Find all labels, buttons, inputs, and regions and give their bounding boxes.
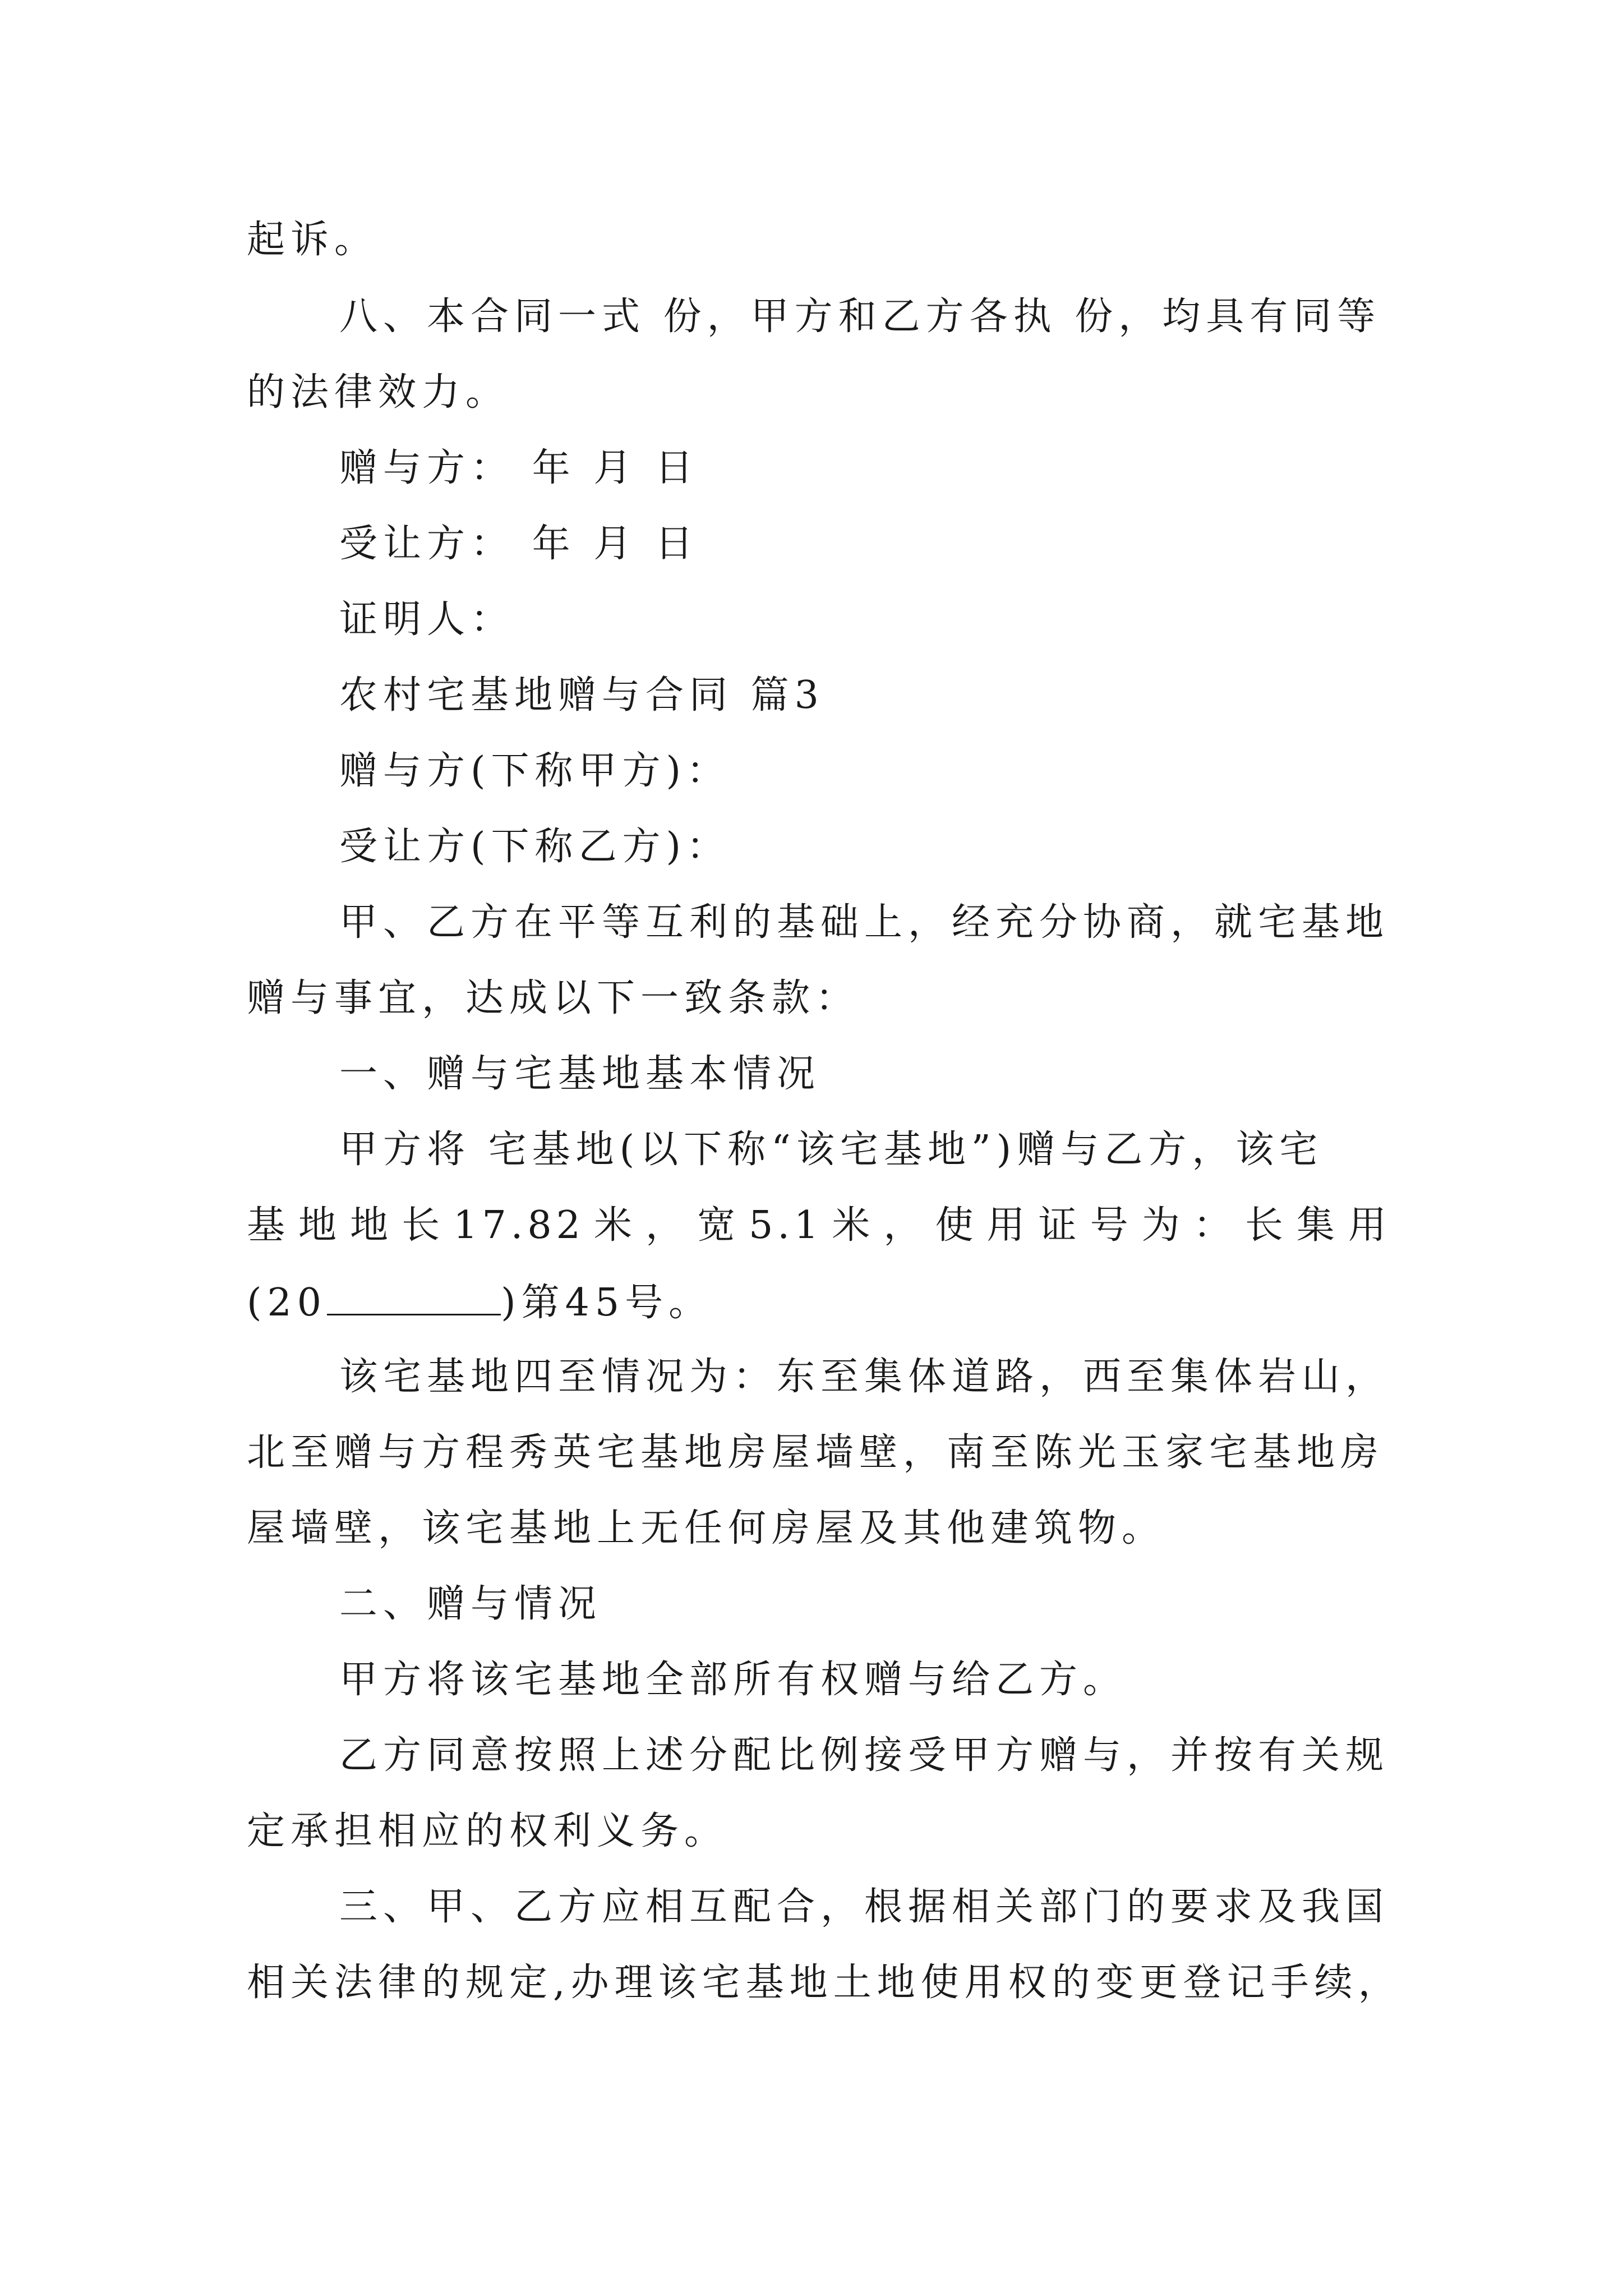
text-line: 基地地长17.82米，宽5.1米，使用证号为：长集用: [247, 1203, 1391, 1248]
text-line: 三、甲、乙方应相互配合，根据相关部门的要求及我国: [339, 1885, 1390, 1929]
text-line: 受让方(下称乙方)：: [339, 825, 731, 869]
text-line: 赠与事宜，达成以下一致条款：: [247, 976, 860, 1020]
text-line: 甲、乙方在平等互利的基础上，经充分协商，就宅基地: [339, 900, 1390, 945]
text-line: 赠与方： 年 月 日: [339, 446, 699, 490]
text-line: 该宅基地四至情况为：东至集体道路，西至集体岩山，: [339, 1355, 1390, 1399]
text-line: 乙方同意按照上述分配比例接受甲方赠与，并按有关规: [339, 1733, 1390, 1778]
text-line: 起诉。: [247, 218, 379, 262]
text-line: 证明人：: [339, 597, 515, 642]
text-line: 八、本合同一式 份，甲方和乙方各执 份，均具有同等: [339, 295, 1381, 339]
text-line: 定承担相应的权利义务。: [247, 1809, 728, 1853]
text-line-with-blank: [247, 1274, 712, 1330]
text-line: 屋墙壁，该宅基地上无任何房屋及其他建筑物。: [247, 1506, 1166, 1550]
fill-in-blank: [327, 1274, 501, 1315]
text-fragment: )第45号。: [501, 1281, 713, 1325]
text-line: 北至赠与方程秀英宅基地房屋墙壁，南至陈光玉家宅基地房: [247, 1430, 1385, 1475]
text-fragment: (20: [247, 1281, 328, 1325]
text-line: 的法律效力。: [247, 370, 510, 415]
section-heading: 农村宅基地赠与合同 篇3: [339, 673, 824, 717]
text-line: 甲方将 宅基地(以下称“该宅基地”)赠与乙方，该宅: [339, 1128, 1324, 1172]
text-line: 相关法律的规定,办理该宅基地土地使用权的变更登记手续，: [247, 1961, 1402, 2005]
text-line: 甲方将该宅基地全部所有权赠与给乙方。: [339, 1658, 1127, 1702]
text-line: 二、赠与情况: [339, 1582, 602, 1626]
text-line: 一、赠与宅基地基本情况: [339, 1052, 821, 1096]
text-line: 受让方： 年 月 日: [339, 522, 699, 566]
text-line: 赠与方(下称甲方)：: [339, 749, 731, 793]
